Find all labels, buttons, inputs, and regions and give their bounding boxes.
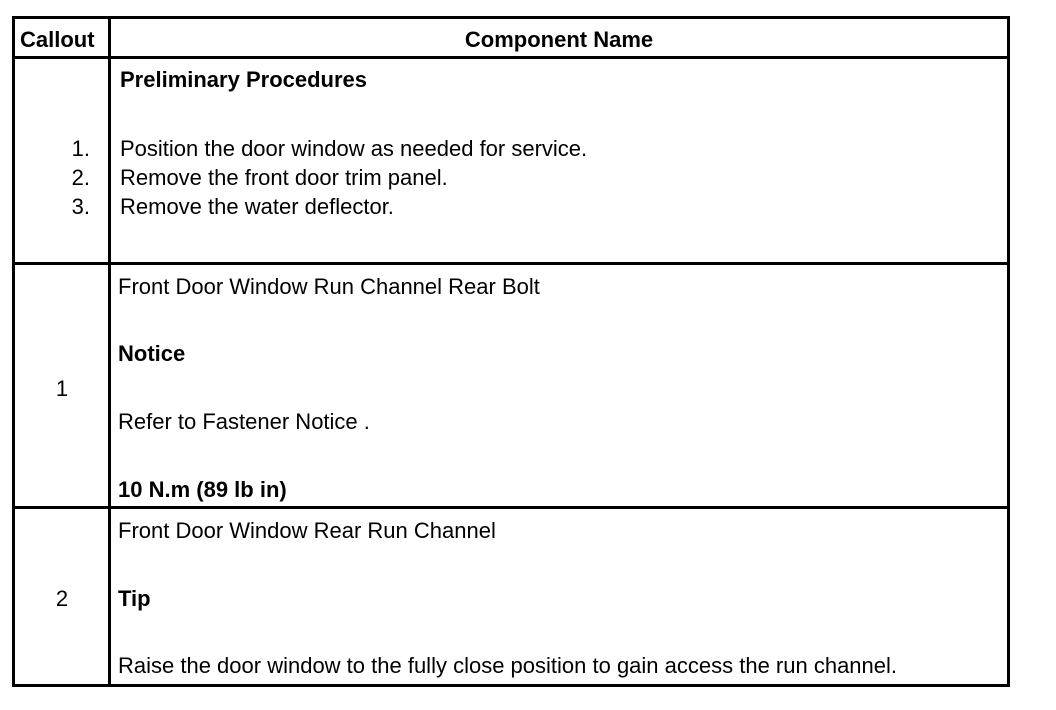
torque-spec: 10 N.m (89 lb in) <box>118 477 287 502</box>
callout-number: 2 <box>55 586 69 611</box>
step-text: Position the door window as needed for service. <box>120 136 588 161</box>
row-divider <box>12 262 1010 265</box>
tip-text: Raise the door window to the fully close position to gain access the run channel. <box>118 653 898 678</box>
step-text: Remove the water deflector. <box>120 194 394 219</box>
preliminary-procedures-title: Preliminary Procedures <box>120 67 368 92</box>
tip-heading: Tip <box>118 586 151 611</box>
step-text: Remove the front door trim panel. <box>120 165 448 190</box>
component-name: Front Door Window Rear Run Channel <box>118 518 496 543</box>
step-number: 1. <box>71 136 90 161</box>
component-name: Front Door Window Run Channel Rear Bolt <box>118 274 540 299</box>
callout-column-header: Callout <box>20 27 95 52</box>
row-divider <box>12 506 1010 509</box>
notice-text: Refer to Fastener Notice . <box>118 409 370 434</box>
step-number: 3. <box>71 194 90 219</box>
step-number: 2. <box>71 165 90 190</box>
notice-heading: Notice <box>118 341 186 366</box>
column-divider <box>108 16 111 687</box>
component-name-column-header: Component Name <box>464 27 654 52</box>
callout-number: 1 <box>55 376 69 401</box>
header-divider <box>12 56 1010 59</box>
